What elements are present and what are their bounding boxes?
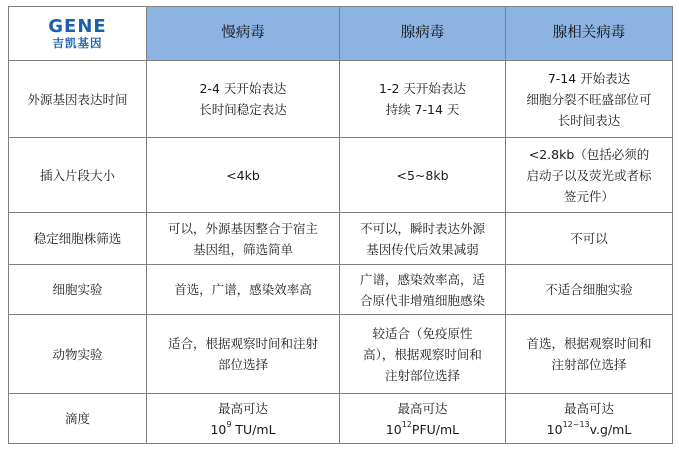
titer-base: 10 — [210, 421, 227, 437]
cell-line: 注射部位选择 — [384, 367, 460, 383]
logo-mark: GENE — [48, 16, 107, 37]
table-row — [9, 213, 673, 265]
cell-line: 长时间表达 — [557, 112, 621, 128]
row-header: 滴度 — [9, 394, 147, 444]
cell-line: 首选，根据观察时间和 — [526, 336, 652, 351]
cell-line: 基因传代后效果减弱 — [366, 241, 479, 257]
genechem-logo — [48, 18, 106, 50]
table-cell — [340, 213, 506, 265]
cell-line: 签元件） — [563, 188, 614, 204]
table-cell — [147, 394, 340, 444]
row-header: 稳定细胞株筛选 — [9, 213, 147, 265]
table-cell — [340, 315, 506, 394]
titer-unit: TU/mL — [231, 421, 276, 437]
row-header: 动物实验 — [9, 315, 147, 394]
table-cell — [340, 61, 506, 138]
table-cell — [506, 394, 673, 444]
table-cell — [506, 315, 673, 394]
table-row — [9, 61, 673, 138]
cell-line: 部位选择 — [217, 357, 268, 372]
table-cell — [506, 213, 673, 265]
cell-line: 最高可达 — [397, 400, 448, 416]
cell-line: <2.8kb（包括必须的 — [528, 146, 650, 162]
table-cell — [340, 394, 506, 444]
titer-exponent: 12 — [401, 420, 412, 430]
cell-line: 高），根据观察时间和 — [363, 346, 482, 362]
cell-line: 不适合细胞实验 — [545, 282, 633, 297]
titer-exponent: 9 — [226, 420, 232, 430]
titer-base: 10 — [546, 421, 563, 437]
cell-line: 基因组，筛选简单 — [192, 241, 293, 257]
titer-unit: PFU/mL — [411, 421, 460, 437]
cell-line: 注射部位选择 — [551, 357, 627, 372]
table-cell — [340, 138, 506, 213]
cell-line: 可以，外源基因整合于宿主 — [167, 220, 318, 236]
table-cell — [506, 265, 673, 315]
table-row — [9, 265, 673, 315]
cell-line: 广谱，感染效率高，适 — [359, 271, 485, 287]
column-header-aav: 腺相关病毒 — [506, 7, 673, 61]
logo-cell — [9, 7, 147, 61]
row-header: 细胞实验 — [9, 265, 147, 315]
vector-comparison-table — [8, 6, 673, 444]
column-header-lentivirus: 慢病毒 — [147, 7, 340, 61]
table-cell — [506, 61, 673, 138]
cell-line: 长时间稳定表达 — [199, 102, 287, 117]
table-cell — [147, 61, 340, 138]
cell-line: 较适合（免疫原性 — [372, 325, 473, 341]
cell-line: 最高可达 — [217, 400, 268, 416]
cell-line: 不可以 — [570, 231, 608, 246]
table-cell — [340, 265, 506, 315]
cell-line: 最高可达 — [563, 400, 614, 416]
row-header: 插入片段大小 — [9, 138, 147, 213]
table-cell — [147, 265, 340, 315]
column-header-adenovirus: 腺病毒 — [340, 7, 506, 61]
logo-subtitle: 吉凯基因 — [52, 36, 103, 50]
titer-unit: v.g/mL — [589, 421, 632, 437]
table-row — [9, 315, 673, 394]
titer-base: 10 — [385, 421, 402, 437]
cell-line: 7-14 开始表达 — [547, 70, 631, 86]
cell-line: 1-2 天开始表达 — [379, 81, 466, 96]
table-header-row — [9, 7, 673, 61]
table-cell — [506, 138, 673, 213]
cell-line: 启动子以及荧光或者标 — [526, 167, 652, 183]
cell-line: 细胞分裂不旺盛部位可 — [526, 91, 652, 107]
cell-line: <5~8kb — [396, 167, 449, 183]
cell-line: 持续 7-14 天 — [385, 102, 460, 117]
table-row — [9, 138, 673, 213]
titer-value — [150, 419, 336, 440]
titer-value — [509, 419, 669, 440]
titer-value — [343, 419, 502, 440]
cell-line: 合原代非增殖细胞感染 — [359, 292, 485, 308]
cell-line: 首选，广谱，感染效率高 — [174, 282, 312, 297]
cell-line: 适合，根据观察时间和注射 — [167, 336, 318, 351]
table-cell — [147, 315, 340, 394]
table-cell — [147, 138, 340, 213]
cell-line: 不可以，瞬时表达外源 — [359, 220, 485, 236]
row-header: 外源基因表达时间 — [9, 61, 147, 138]
cell-line: 2-4 天开始表达 — [199, 81, 287, 96]
titer-exponent: 12~13 — [562, 420, 590, 430]
cell-line: <4kb — [226, 167, 260, 183]
table-row — [9, 394, 673, 444]
table-cell — [147, 213, 340, 265]
